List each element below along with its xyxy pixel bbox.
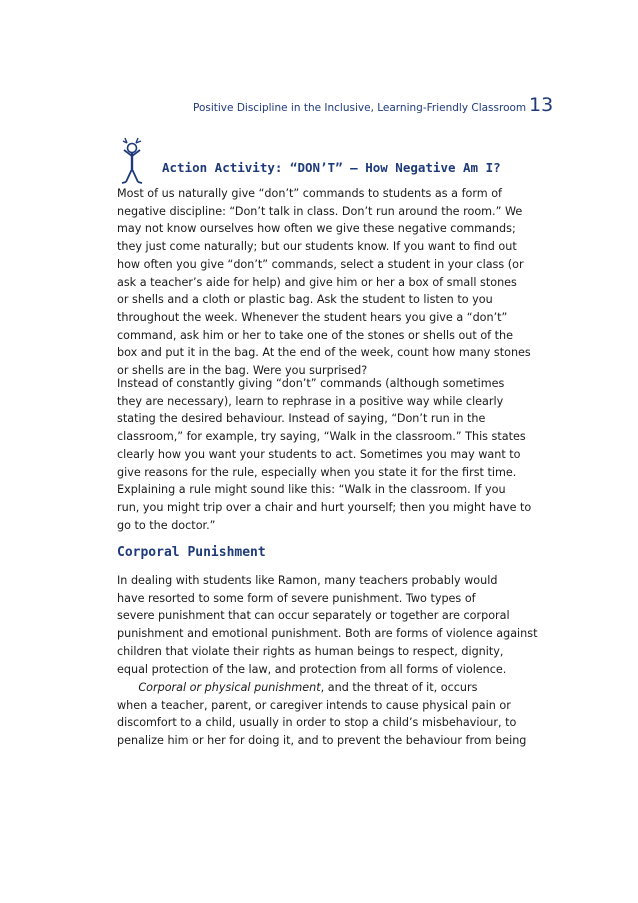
stick-figure-icon bbox=[118, 136, 148, 186]
corporal-paragraph-1: In dealing with students like Ramon, many teachers probably would have resorted to some form of severe punishment. Two types of severe punishment that can occur separately or together are corporal punishment and emotional punishment. Both are forms of violence against children that violate their rights as human beings to respect, dignity, equal protection of the law, and protection from all forms of violence. bbox=[117, 574, 538, 676]
header-title: Positive Discipline in the Inclusive, Learning-Friendly Classroom bbox=[193, 102, 527, 114]
page-number: 13 bbox=[529, 94, 554, 116]
corporal-paragraph-2-text: , and the threat of it, occurs when a teacher, parent, or caregiver intends to cause physical pain or discomfort to a child, usually in order to stop a child’s misbehaviour, to penalize him or her for doing it, and to prevent the behaviour from being bbox=[117, 681, 527, 748]
activity-paragraph-1: Most of us naturally give “don’t” commands to students as a form of negative discipline: “Don’t talk in class. Don’t run around the room.” We may not know ourselves how often we give these negative commands; they just come naturally; but our students know. If you want to find out how often you give “don’t” commands, select a student in your class (or ask a teacher’s aide for help) and give him or her a box of small stones or shells and a cloth or plastic bag. Ask the student to listen to you throughout the week. Whenever the student hears you give a “don’t” command, ask him or her to take one of the stones or shells out of the box and put it in the bag. At the end of the week, count how many stones or shells are in the bag. Were you surprised? bbox=[117, 187, 531, 378]
activity-paragraph-2: Instead of constantly giving “don’t” commands (although sometimes they are necessary), learn to rephrase in a positive way while clearly stating the desired behaviour. Instead of saying, “Don’t run in the classroom,” for example, try saying, “Walk in the classroom.” This states clearly how you want your students to act. Sometimes you may want to give reasons for the rule, especially when you state it for the first time. Explaining a rule might sound like this: “Walk in the classroom. If you run, you might trip over a chair and hurt yourself; then you might have to go to the doctor.” bbox=[117, 377, 532, 532]
activity-heading: Action Activity: “DON’T” – How Negative Am I? bbox=[162, 160, 501, 175]
corporal-paragraph-2 bbox=[117, 679, 557, 750]
corporal-term: Corporal or physical punishment bbox=[138, 681, 321, 694]
section-heading-corporal-punishment: Corporal Punishment bbox=[117, 545, 266, 560]
